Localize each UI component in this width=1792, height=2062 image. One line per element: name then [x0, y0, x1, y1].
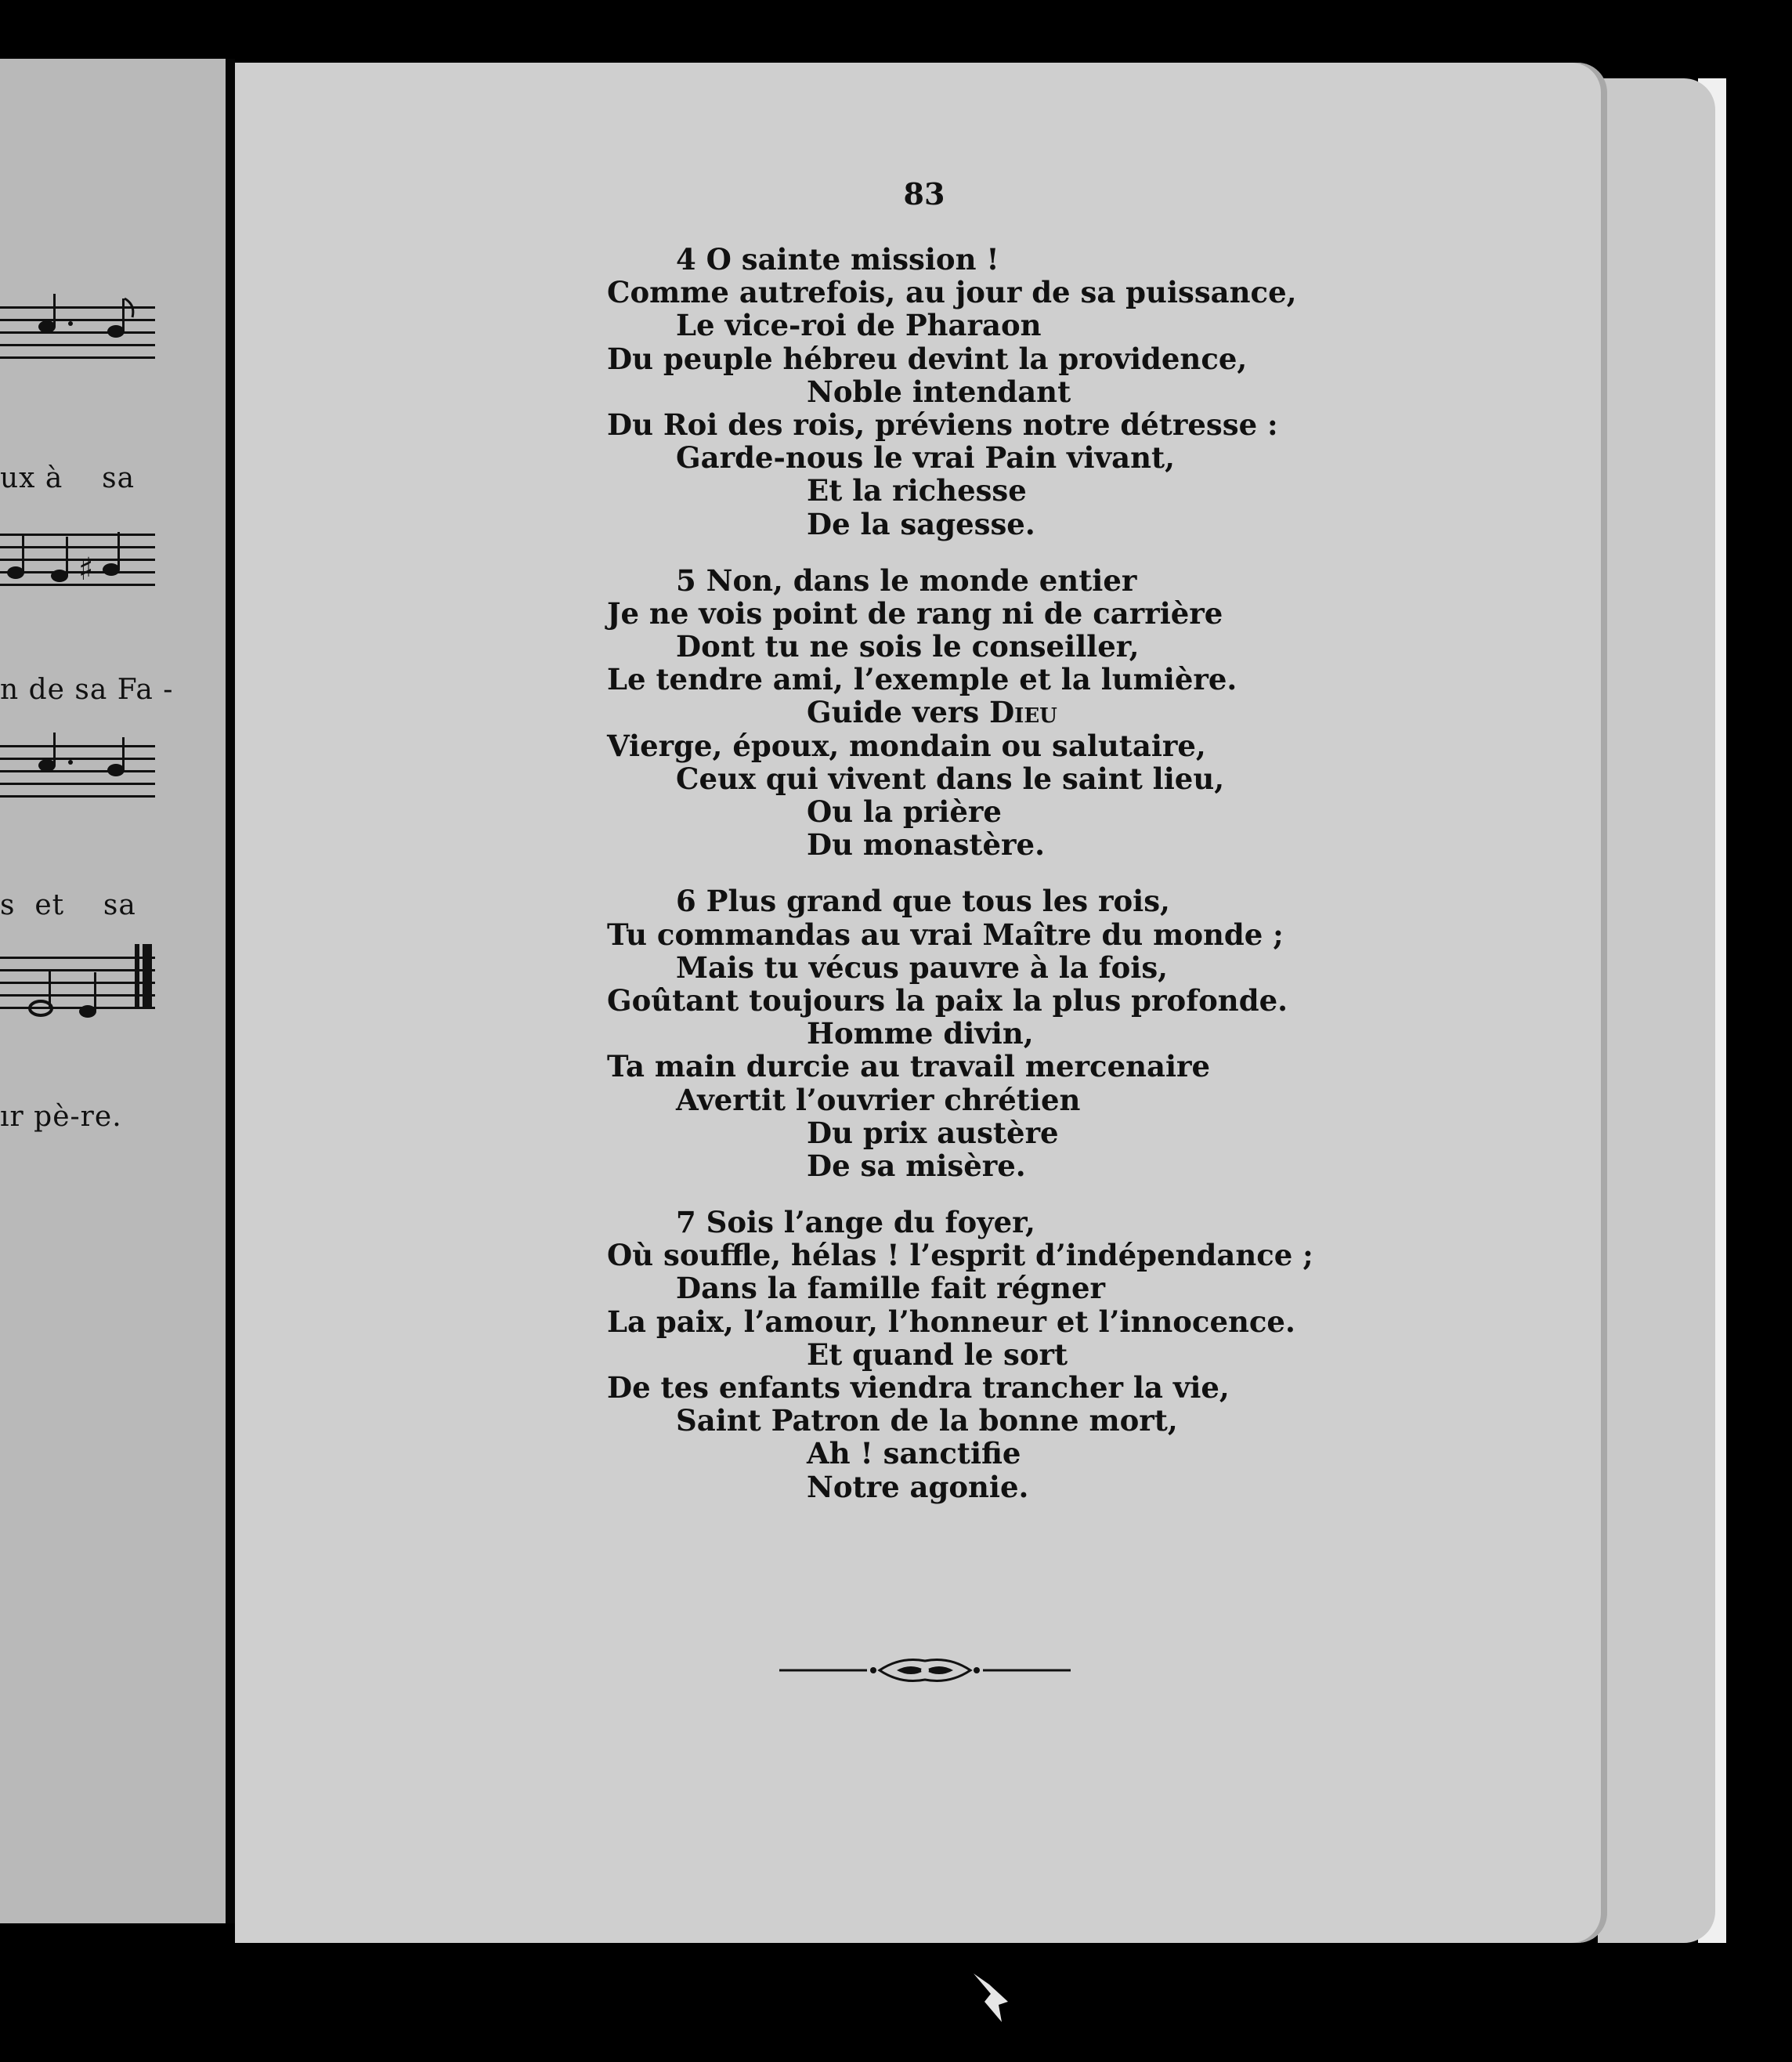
- verse-text: Notre agonie.: [807, 1469, 1029, 1504]
- small-caps-word: Dieu: [989, 695, 1057, 730]
- verse-text: Garde-nous le vrai Pain vivant,: [676, 440, 1175, 476]
- verse-text: Du prix austère: [807, 1115, 1059, 1150]
- verse-text: Ou la prière: [807, 794, 1002, 829]
- svg-text:♯: ♯: [78, 552, 94, 588]
- verse-text: 4 O sainte mission !: [676, 242, 999, 277]
- verse-line: [607, 984, 1313, 1017]
- verse-text: Tu commandas au vrai Maître du monde ;: [607, 917, 1284, 952]
- verse-text: Dans la famille fait régner: [676, 1271, 1105, 1306]
- verse-line: [607, 1338, 1313, 1371]
- verse-line: [607, 1116, 1313, 1149]
- verse-text: Dont tu ne sois le conseiller,: [676, 629, 1140, 664]
- verse-text: Ta main durcie au travail mercenaire: [607, 1049, 1211, 1084]
- verse-line: [607, 474, 1313, 507]
- verse-line: [607, 1017, 1313, 1050]
- verse-line: [607, 663, 1313, 696]
- verse-line: [607, 1239, 1313, 1272]
- notes-icon: [0, 733, 155, 811]
- verse-line: [607, 508, 1313, 541]
- notes-icon: [0, 294, 155, 372]
- verse-line: [607, 918, 1313, 951]
- verse-text: Du Roi des rois, préviens notre détresse :: [607, 407, 1278, 442]
- verse-line: [607, 762, 1313, 795]
- verse-text: Ah ! sanctifie: [807, 1436, 1021, 1471]
- verse-line: [607, 1471, 1313, 1503]
- verse-text: Le vice-roi de Pharaon: [676, 308, 1042, 343]
- stanza: [607, 1206, 1313, 1503]
- verse-line: [607, 342, 1313, 375]
- verse-line: [607, 597, 1313, 630]
- verse-text: Avertit l’ouvrier chrétien: [676, 1082, 1081, 1117]
- back-page-edge: [1598, 78, 1715, 1943]
- verse-line: [607, 564, 1313, 597]
- verse-line: [607, 1371, 1313, 1404]
- verse-text: Mais tu vécus pauvre à la fois,: [676, 950, 1169, 985]
- verse-text: De tes enfants viendra trancher la vie,: [607, 1370, 1230, 1405]
- verse-line: [607, 828, 1313, 861]
- verse-text: 6 Plus grand que tous les rois,: [676, 884, 1170, 919]
- stanza: [607, 564, 1313, 862]
- verse-line: [607, 729, 1313, 762]
- previous-page: [0, 59, 226, 1923]
- verse-line: [607, 696, 1313, 729]
- verse-text: Saint Patron de la bonne mort,: [676, 1403, 1178, 1438]
- lyric-line: ux à sa: [0, 462, 135, 494]
- verse-text: Où souffle, hélas ! l’esprit d’indépendance ;: [607, 1238, 1313, 1273]
- verse-line: [607, 1083, 1313, 1116]
- verse-line: [607, 1305, 1313, 1338]
- verse-line: [607, 1149, 1313, 1182]
- lyric-line: n de sa Fa -: [0, 674, 174, 706]
- verse-line: [607, 630, 1313, 663]
- verse-line: [607, 243, 1313, 276]
- verse-text: 7 Sois l’ange du foyer,: [676, 1205, 1035, 1240]
- notes-icon: [0, 521, 155, 599]
- lyric-line: s et sa: [0, 889, 136, 921]
- verse-line: [607, 1272, 1313, 1304]
- verse-line: [607, 309, 1313, 342]
- verse-text: De la sagesse.: [807, 506, 1035, 541]
- verse-text: Noble intendant: [807, 374, 1071, 409]
- verse-line: [607, 375, 1313, 408]
- hymn-text: [607, 243, 1313, 1527]
- verse-line: [607, 1404, 1313, 1437]
- book-gutter: [226, 59, 235, 1923]
- verse-text: Guide vers: [807, 695, 990, 730]
- verse-text: De sa misère.: [807, 1148, 1026, 1183]
- verse-text: Homme divin,: [807, 1016, 1034, 1051]
- verse-text: 5 Non, dans le monde entier: [676, 563, 1137, 598]
- stanza: [607, 243, 1313, 541]
- verse-text: La paix, l’amour, l’honneur et l’innocence.: [607, 1304, 1295, 1339]
- verse-text: Et quand le sort: [807, 1337, 1068, 1372]
- verse-text: Du peuple hébreu devint la providence,: [607, 341, 1248, 376]
- verse-text: Et la richesse: [807, 473, 1027, 508]
- ornament-icon: [779, 1653, 1071, 1688]
- verse-line: [607, 951, 1313, 984]
- stanza: [607, 884, 1313, 1182]
- page-number: 83: [903, 176, 945, 212]
- notes-icon: [0, 944, 155, 1038]
- verse-line: [607, 795, 1313, 828]
- verse-text: Du monastère.: [807, 827, 1045, 863]
- verse-text: Goûtant toujours la paix la plus profonde.: [607, 982, 1288, 1018]
- verse-text: Comme autrefois, au jour de sa puissance,: [607, 275, 1297, 310]
- film-artifact-icon: [967, 1970, 1014, 2025]
- verse-line: [607, 276, 1313, 309]
- verse-line: [607, 408, 1313, 441]
- verse-line: [607, 1050, 1313, 1083]
- verse-text: Ceux qui vivent dans le saint lieu,: [676, 761, 1225, 796]
- lyric-line: ır pè-re.: [0, 1101, 122, 1133]
- verse-text: Vierge, époux, mondain ou salutaire,: [607, 728, 1206, 763]
- verse-line: [607, 441, 1313, 474]
- verse-text: Je ne vois point de rang ni de carrière: [607, 595, 1223, 631]
- verse-line: [607, 884, 1313, 917]
- verse-line: [607, 1437, 1313, 1470]
- verse-text: Le tendre ami, l’exemple et la lumière.: [607, 662, 1237, 697]
- verse-line: [607, 1206, 1313, 1239]
